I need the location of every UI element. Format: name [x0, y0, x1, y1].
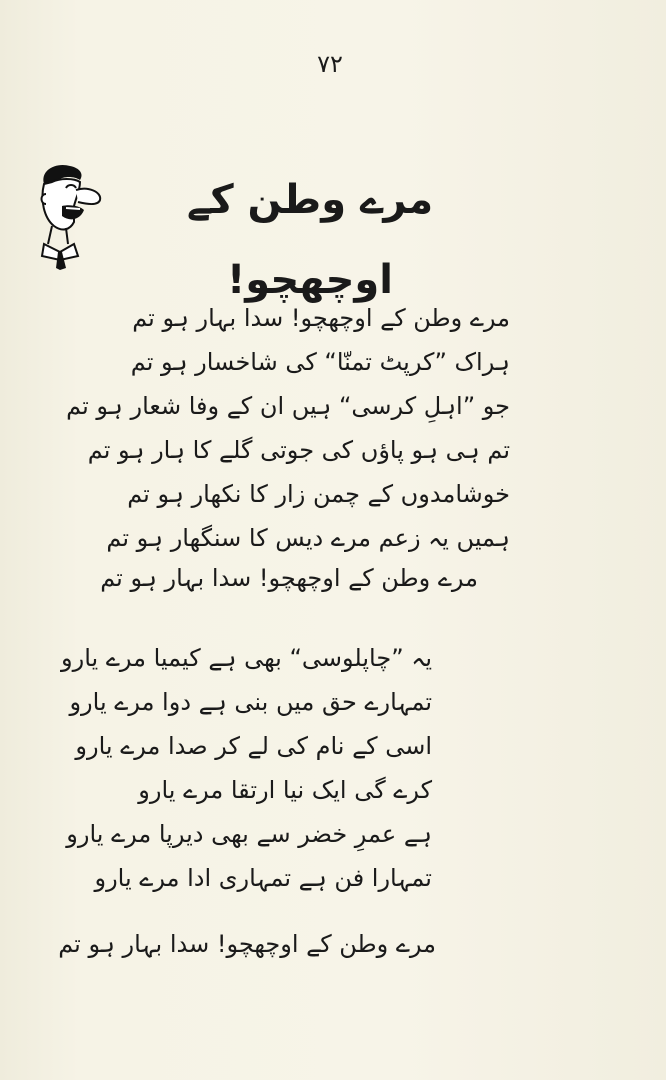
poem-line: ہراک ”کرپٹ تمنّا“ کی شاخسار ہو تم	[130, 348, 510, 376]
caricature-laughing-man-icon	[30, 160, 110, 270]
poem-line: یہ ”چاپلوسی“ بھی ہے کیمیا مرے یارو	[61, 644, 432, 672]
poem-line: خوشامدوں کے چمن زار کا نکھار ہو تم	[127, 480, 510, 508]
refrain-line: مرے وطن کے اوچھچو! سدا بہار ہو تم	[58, 930, 436, 958]
stanza-1	[66, 296, 510, 560]
poem-line: کرے گی ایک نیا ارتقا مرے یارو	[138, 776, 432, 804]
page-number: ۷۲	[317, 50, 343, 78]
poem-line: جو ”اہلِ کرسی“ ہیں ان کے وفا شعار ہو تم	[66, 392, 510, 420]
poem-line: تم ہی ہو پاؤں کی جوتی گلے کا ہار ہو تم	[87, 436, 510, 464]
poem-line: اسی کے نام کی لے کر صدا مرے یارو	[75, 732, 432, 760]
poem-line: مرے وطن کے اوچھچو! سدا بہار ہو تم	[132, 304, 510, 332]
poem-title: مرے وطن کے اوچھچو!	[186, 177, 434, 303]
poem-line: تمہارا فن ہے تمہاری ادا مرے یارو	[94, 864, 432, 892]
poem-line: تمہارے حق میں بنی ہے دوا مرے یارو	[69, 688, 432, 716]
poem-line: ہے عمرِ خضر سے بھی دیرپا مرے یارو	[66, 820, 432, 848]
stanza-2	[61, 636, 432, 900]
refrain-line: مرے وطن کے اوچھچو! سدا بہار ہو تم	[100, 564, 478, 592]
poem-line: ہمیں یہ زعم مرے دیس کا سنگھار ہو تم	[106, 524, 510, 552]
